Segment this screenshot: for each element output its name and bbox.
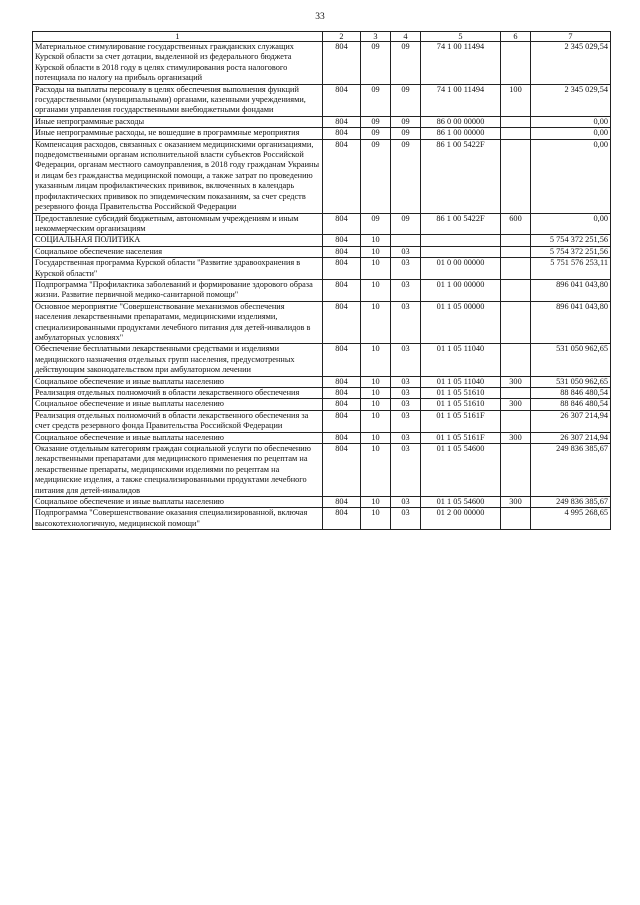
subsection-code: 03: [391, 508, 421, 530]
line-item-name: Компенсация расходов, связанных с оказанием медицинскими организациями, подведомственными органам исполнительной власти субъектов Российской Федерации, органам местного самоуправления, в 2018 году гражданам Украины и лицам без гражданства медицинской помощи, а также затрат по проведению указанным лицам профилактических прививок, включенных в календарь профилактических прививок по эпидемическим показаниям, за счет средств резервного фонда Правительства Российской Федерации: [33, 139, 323, 213]
line-item-name: Социальное обеспечение и иные выплаты населению: [33, 497, 323, 508]
line-item-name: Материальное стимулирование государственных гражданских служащих Курской области за счет дотации, выделенной из федерального бюджета Курской области в 2018 году в целях стимулирования роста налогового потенциала по налогу на прибыль организаций: [33, 42, 323, 85]
target-article-code: 01 1 05 54600: [421, 444, 501, 497]
subsection-code: 09: [391, 84, 421, 116]
subsection-code: 03: [391, 497, 421, 508]
expense-type-code: [501, 139, 531, 213]
section-code: 09: [361, 116, 391, 127]
expense-type-code: [501, 344, 531, 376]
ministry-code: 804: [323, 388, 361, 399]
subsection-code: 03: [391, 258, 421, 280]
ministry-code: 804: [323, 344, 361, 376]
section-code: 10: [361, 301, 391, 344]
line-item-name: СОЦИАЛЬНАЯ ПОЛИТИКА: [33, 235, 323, 246]
target-article-code: 01 1 05 5161F: [421, 432, 501, 443]
target-article-code: 86 1 00 5422F: [421, 139, 501, 213]
subsection-code: 03: [391, 410, 421, 432]
table-row: [33, 388, 611, 399]
amount: 0,00: [531, 213, 611, 235]
section-code: 10: [361, 344, 391, 376]
line-item-name: Иные непрограммные расходы: [33, 116, 323, 127]
subsection-code: 03: [391, 432, 421, 443]
ministry-code: 804: [323, 84, 361, 116]
column-number: 5: [421, 32, 501, 42]
subsection-code: 03: [391, 388, 421, 399]
section-code: 10: [361, 497, 391, 508]
subsection-code: [391, 235, 421, 246]
section-code: 09: [361, 139, 391, 213]
subsection-code: 03: [391, 246, 421, 257]
column-number: 3: [361, 32, 391, 42]
amount: 249 836 385,67: [531, 444, 611, 497]
expense-type-code: [501, 301, 531, 344]
line-item-name: Оказание отдельным категориям граждан социальной услуги по обеспечению лекарственными препаратами для медицинского применения по рецептам на лекарственные препараты, медицинскими изделиями по рецептам на медицинские изделия, а также специализированными продуктами лечебного питания для детей-инвалидов: [33, 444, 323, 497]
column-number: 4: [391, 32, 421, 42]
target-article-code: [421, 235, 501, 246]
table-row: [33, 246, 611, 257]
table-row: [33, 444, 611, 497]
line-item-name: Социальное обеспечение и иные выплаты населению: [33, 376, 323, 387]
ministry-code: 804: [323, 213, 361, 235]
expense-type-code: [501, 258, 531, 280]
table-row: [33, 42, 611, 85]
section-code: 10: [361, 444, 391, 497]
expense-type-code: 300: [501, 399, 531, 410]
budget-table: [32, 31, 611, 530]
section-code: 10: [361, 432, 391, 443]
section-code: 10: [361, 388, 391, 399]
amount: 896 041 043,80: [531, 301, 611, 344]
column-number-row: [33, 32, 611, 42]
expense-type-code: [501, 235, 531, 246]
section-code: 10: [361, 279, 391, 301]
column-number: 6: [501, 32, 531, 42]
target-article-code: 01 1 00 00000: [421, 279, 501, 301]
table-row: [33, 235, 611, 246]
subsection-code: 09: [391, 139, 421, 213]
amount: 26 307 214,94: [531, 432, 611, 443]
expense-type-code: [501, 388, 531, 399]
target-article-code: 74 1 00 11494: [421, 84, 501, 116]
column-number: 2: [323, 32, 361, 42]
target-article-code: 86 1 00 5422F: [421, 213, 501, 235]
line-item-name: Предоставление субсидий бюджетным, автономным учреждениям и иным некоммерческим организациям: [33, 213, 323, 235]
ministry-code: 804: [323, 279, 361, 301]
amount: 531 050 962,65: [531, 376, 611, 387]
ministry-code: 804: [323, 432, 361, 443]
section-code: 09: [361, 42, 391, 85]
section-code: 10: [361, 235, 391, 246]
table-row: [33, 497, 611, 508]
subsection-code: 09: [391, 116, 421, 127]
ministry-code: 804: [323, 497, 361, 508]
ministry-code: 804: [323, 235, 361, 246]
line-item-name: Социальное обеспечение и иные выплаты населению: [33, 432, 323, 443]
line-item-name: Государственная программа Курской области "Развитие здравоохранения в Курской области": [33, 258, 323, 280]
page-number: 33: [315, 12, 325, 22]
table-row: [33, 301, 611, 344]
section-code: 09: [361, 84, 391, 116]
section-code: 10: [361, 376, 391, 387]
expense-type-code: [501, 128, 531, 139]
expense-type-code: [501, 279, 531, 301]
subsection-code: 09: [391, 128, 421, 139]
amount: 0,00: [531, 116, 611, 127]
ministry-code: 804: [323, 128, 361, 139]
line-item-name: Реализация отдельных полномочий в области лекарственного обеспечения за счет средств резервного фонда Правительства Российской Федерации: [33, 410, 323, 432]
subsection-code: 03: [391, 376, 421, 387]
ministry-code: 804: [323, 116, 361, 127]
amount: 5 751 576 253,11: [531, 258, 611, 280]
column-number: 7: [531, 32, 611, 42]
amount: 26 307 214,94: [531, 410, 611, 432]
target-article-code: 01 1 05 11040: [421, 376, 501, 387]
line-item-name: Расходы на выплаты персоналу в целях обеспечения выполнения функций государственными (муниципальными) органами, казенными учреждениями, органами управления государственными внебюджетными фондами: [33, 84, 323, 116]
section-code: 10: [361, 399, 391, 410]
target-article-code: 01 1 05 5161F: [421, 410, 501, 432]
amount: 88 846 480,54: [531, 388, 611, 399]
expense-type-code: 600: [501, 213, 531, 235]
target-article-code: 86 0 00 00000: [421, 116, 501, 127]
amount: 2 345 029,54: [531, 84, 611, 116]
expense-type-code: [501, 246, 531, 257]
table-row: [33, 376, 611, 387]
table-row: [33, 213, 611, 235]
amount: 896 041 043,80: [531, 279, 611, 301]
expense-type-code: [501, 42, 531, 85]
table-row: [33, 344, 611, 376]
section-code: 10: [361, 246, 391, 257]
line-item-name: Обеспечение бесплатными лекарственными средствами и изделиями медицинского назначения отдельных групп населения, предусмотренных действующим законодательством при амбулаторном лечении: [33, 344, 323, 376]
table-row: [33, 116, 611, 127]
subsection-code: 09: [391, 42, 421, 85]
table-row: [33, 508, 611, 530]
amount: 2 345 029,54: [531, 42, 611, 85]
subsection-code: 03: [391, 301, 421, 344]
expense-type-code: 100: [501, 84, 531, 116]
ministry-code: 804: [323, 246, 361, 257]
subsection-code: 03: [391, 399, 421, 410]
amount: 249 836 385,67: [531, 497, 611, 508]
expense-type-code: [501, 410, 531, 432]
target-article-code: 01 1 05 51610: [421, 388, 501, 399]
target-article-code: 01 1 05 11040: [421, 344, 501, 376]
expense-type-code: 300: [501, 497, 531, 508]
subsection-code: 03: [391, 344, 421, 376]
ministry-code: 804: [323, 258, 361, 280]
target-article-code: 74 1 00 11494: [421, 42, 501, 85]
table-row: [33, 279, 611, 301]
ministry-code: 804: [323, 376, 361, 387]
amount: 5 754 372 251,56: [531, 235, 611, 246]
section-code: 09: [361, 128, 391, 139]
ministry-code: 804: [323, 410, 361, 432]
line-item-name: Подпрограмма "Совершенствование оказания специализированной, включая высокотехнологичную, медицинской помощи": [33, 508, 323, 530]
target-article-code: 01 2 00 00000: [421, 508, 501, 530]
table-row: [33, 139, 611, 213]
subsection-code: 09: [391, 213, 421, 235]
amount: 88 846 480,54: [531, 399, 611, 410]
amount: 531 050 962,65: [531, 344, 611, 376]
expense-type-code: 300: [501, 432, 531, 443]
table-row: [33, 128, 611, 139]
subsection-code: 03: [391, 279, 421, 301]
column-number: 1: [33, 32, 323, 42]
table-row: [33, 410, 611, 432]
subsection-code: 03: [391, 444, 421, 497]
target-article-code: 01 1 05 51610: [421, 399, 501, 410]
section-code: 10: [361, 410, 391, 432]
amount: 4 995 268,65: [531, 508, 611, 530]
line-item-name: Социальное обеспечение населения: [33, 246, 323, 257]
section-code: 10: [361, 508, 391, 530]
expense-type-code: [501, 444, 531, 497]
table-row: [33, 84, 611, 116]
table-row: [33, 432, 611, 443]
expense-type-code: [501, 508, 531, 530]
line-item-name: Реализация отдельных полномочий в области лекарственного обеспечения: [33, 388, 323, 399]
section-code: 09: [361, 213, 391, 235]
ministry-code: 804: [323, 444, 361, 497]
ministry-code: 804: [323, 399, 361, 410]
expense-type-code: 300: [501, 376, 531, 387]
target-article-code: 01 1 05 54600: [421, 497, 501, 508]
ministry-code: 804: [323, 42, 361, 85]
ministry-code: 804: [323, 301, 361, 344]
amount: 0,00: [531, 128, 611, 139]
ministry-code: 804: [323, 139, 361, 213]
table-row: [33, 399, 611, 410]
line-item-name: Социальное обеспечение и иные выплаты населению: [33, 399, 323, 410]
amount: 0,00: [531, 139, 611, 213]
ministry-code: 804: [323, 508, 361, 530]
target-article-code: [421, 246, 501, 257]
section-code: 10: [361, 258, 391, 280]
target-article-code: 01 0 00 00000: [421, 258, 501, 280]
target-article-code: 86 1 00 00000: [421, 128, 501, 139]
target-article-code: 01 1 05 00000: [421, 301, 501, 344]
line-item-name: Иные непрограммные расходы, не вошедшие в программные мероприятия: [33, 128, 323, 139]
amount: 5 754 372 251,56: [531, 246, 611, 257]
line-item-name: Основное мероприятие "Совершенствование механизмов обеспечения населения лекарственными препаратами, медицинскими изделиями, специализированными продуктами лечебного питания для детей-инвалидов в амбулаторных условиях": [33, 301, 323, 344]
expense-type-code: [501, 116, 531, 127]
line-item-name: Подпрограмма "Профилактика заболеваний и формирование здорового образа жизни. Развитие первичной медико-санитарной помощи": [33, 279, 323, 301]
table-row: [33, 258, 611, 280]
